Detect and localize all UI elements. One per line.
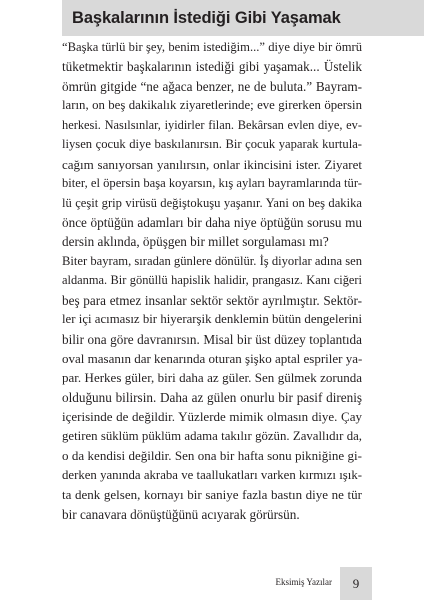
text-line: biter, el öpersin başa koyarsın, kış ayları bayramlarında tür-	[62, 176, 362, 191]
page-footer	[0, 567, 424, 600]
running-footer-title: Eksimiş Yazılar	[275, 577, 332, 587]
text-line: tüketmektir başkalarının istediği gibi yaşamak... Üstelik	[62, 59, 362, 75]
body-text	[62, 38, 362, 524]
text-line: getiren süklüm püklüm adama takılır gözün. Zavallıdır da,	[62, 428, 362, 443]
text-line: önce öptüğün adamları bir daha niye öptüğün sorusu mu	[62, 214, 362, 230]
page-number-box	[340, 567, 372, 600]
text-line: “Başka türlü bir şey, benim istediğim...” diye diye bir ömrü	[62, 40, 362, 54]
text-line: herkesi. Nasılsınlar, iyidirler filan. Bekârsan evlen diye, ev-	[62, 117, 362, 132]
text-line: par. Herkes güler, biri daha az güler. Sen gülmek zorunda	[62, 370, 362, 386]
text-line: o da kendisi değildir. Sen ona bir hafta sonu pikniğine gi-	[62, 448, 362, 464]
text-line: ler içi acımasız bir hiyerarşik denklemin bütün dengelerini	[62, 312, 362, 327]
text-line: içerisinde de değildir. Yüzlerde mimik olmasın diye. Çay	[62, 409, 362, 425]
header-band	[62, 0, 424, 36]
text-line: lü çeşit grip virüsü değiştokuşu yaşanır. Yani on beş dakika	[62, 195, 362, 210]
text-line: oval masanın dar kenarında oturan şişko aptal espriler ya-	[62, 351, 363, 366]
text-line: cağım sanıyorsan yanılırsın, onlar ikincisini ister. Ziyaret	[62, 156, 362, 172]
text-line: bir canavara dönüştüğünü acıyarak görürsün.	[62, 506, 300, 522]
page-number: 9	[352, 575, 360, 591]
text-line: ta denk gelsen, kornayı bir saniye fazla bastın diye ne tür	[62, 487, 362, 503]
page-title: Başkalarının İstediği Gibi Yaşamak	[72, 8, 341, 27]
text-line: ların, on beş dakikalık ziyaretlerinde; eve girerken öpersin	[62, 98, 362, 113]
text-line: Biter bayram, sıradan günlere dönülür. İş diyorlar adına sen	[62, 253, 363, 268]
text-line: olduğunu bilirsin. Daha az gülen onurlu bir pasif direniş	[62, 389, 362, 405]
text-line: derken yanında akraba ve taallukatları varken kırmızı ışık-	[62, 467, 362, 482]
text-line: aldanma. Bir gönüllü hapislik halidir, prangasız. Kanı ciğeri	[62, 273, 362, 288]
text-line: ömrün gitgide “ne ağaca benzer, ne de buluta.” Bayram-	[62, 78, 362, 94]
text-line: liysen çocuk diye baskılanırsın. Bir çocuk yaparak kurtula-	[62, 137, 362, 152]
text-line: beş para etmez insanlar sektör sektör ayrılmıştır. Sektör-	[62, 292, 362, 308]
text-line: dersin aklında, öpüşgen bir millet sorgulaması mı?	[62, 234, 329, 250]
text-line: bilir ona göre davranırsın. Misal bir üst düzey toplantıda	[62, 331, 362, 347]
